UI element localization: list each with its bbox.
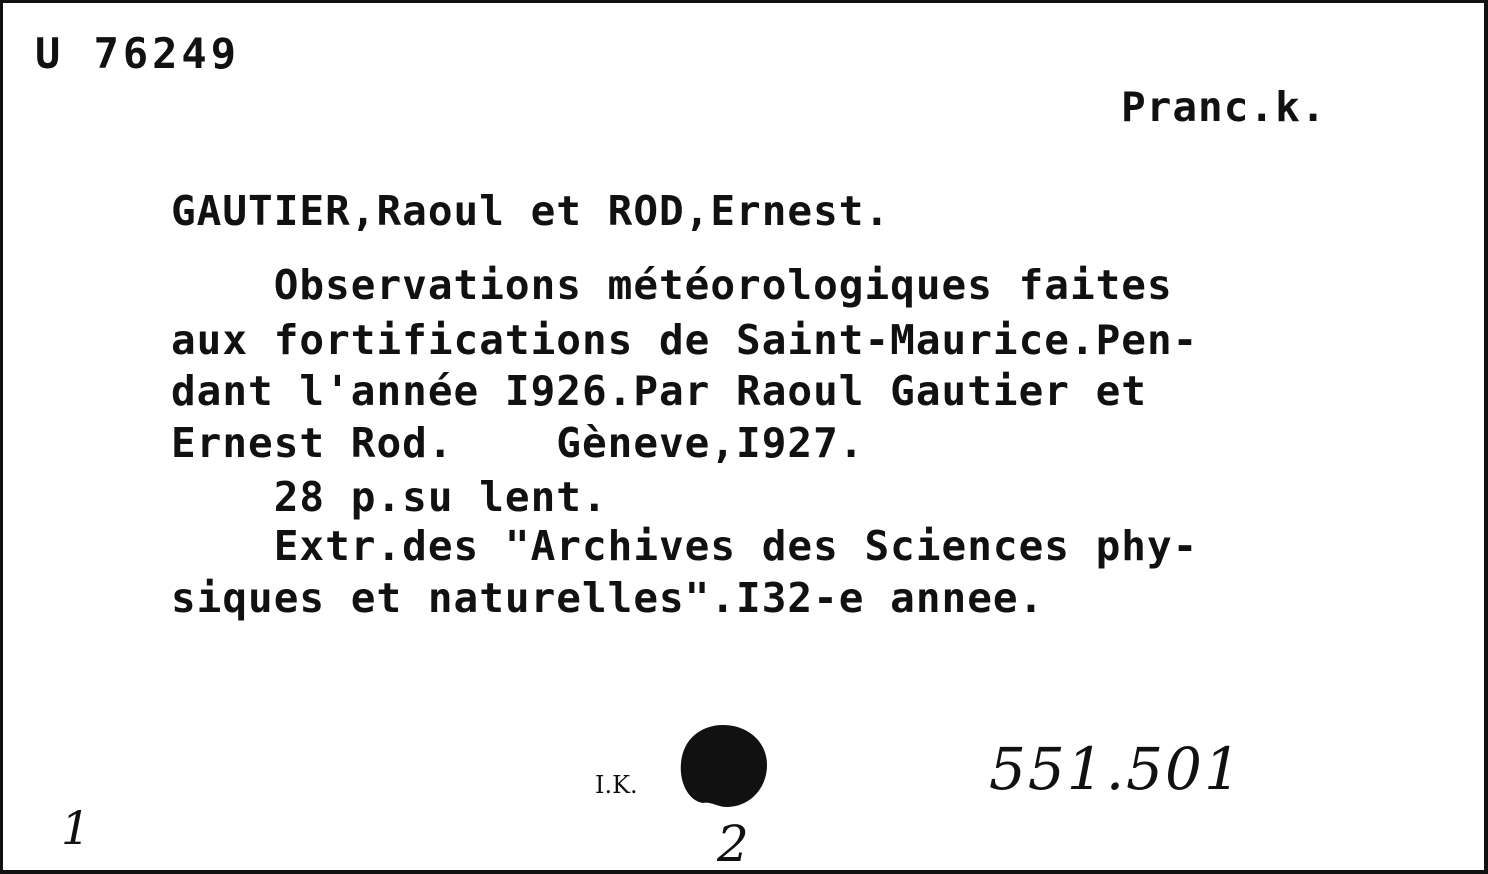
- handwritten-class-number: 551.501: [989, 735, 1243, 803]
- note-line: siques et naturelles".I32-e annee.: [171, 574, 1045, 622]
- note-line: Extr.des "Archives des Sciences phy-: [171, 522, 1199, 570]
- imprint-line: Ernest Rod. Gèneve,I927.: [171, 419, 865, 467]
- title-line: Observations météorologiques faites: [171, 261, 1173, 309]
- ink-stamp-dot: [677, 723, 769, 809]
- title-line: dant l'année I926.Par Raoul Gautier et: [171, 367, 1147, 415]
- collation-line: 28 p.su lent.: [171, 473, 608, 521]
- handwritten-one: 1: [61, 801, 91, 855]
- location-code: Pranc.k.: [1121, 83, 1327, 131]
- handwritten-ik: I.K.: [595, 771, 638, 799]
- handwritten-two: 2: [717, 815, 749, 873]
- author-line: GAUTIER,Raoul et ROD,Ernest.: [171, 187, 891, 235]
- title-line: aux fortifications de Saint-Maurice.Pen-: [171, 316, 1199, 364]
- call-number: U 76249: [35, 29, 241, 78]
